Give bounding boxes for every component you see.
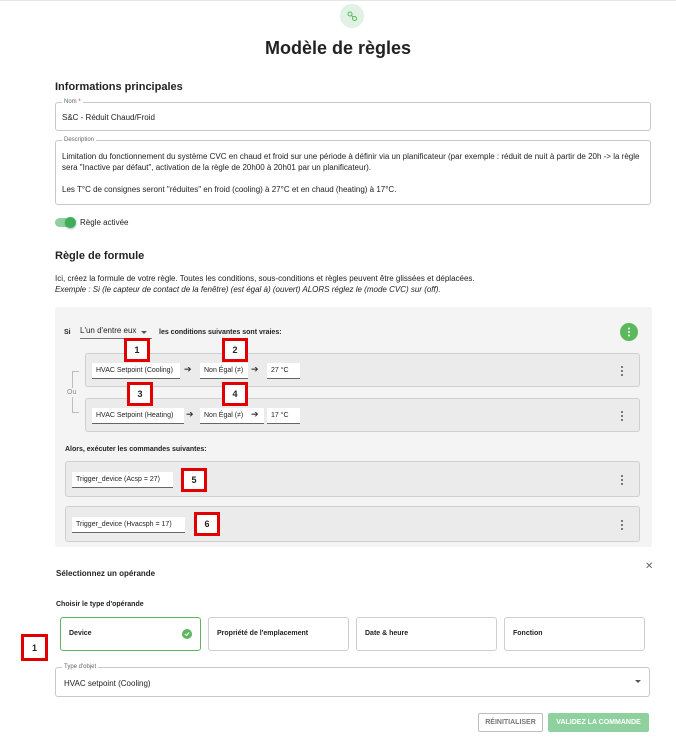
description-field[interactable]: [55, 137, 651, 205]
formula-title: Règle de formule: [55, 250, 145, 262]
rule-enabled-toggle[interactable]: [55, 218, 75, 227]
operand-panel-title: Sélectionnez un opérande: [56, 569, 156, 578]
si-label: Si: [64, 329, 71, 336]
arrow-right-icon: ➔: [184, 364, 192, 374]
chevron-down-icon: [141, 331, 147, 334]
operand-type-function[interactable]: [504, 617, 645, 651]
annotation-marker: 1: [21, 634, 48, 661]
condition-menu-icon[interactable]: [619, 364, 625, 378]
then-label: Alors, exécuter les commandes suivantes:: [65, 446, 207, 453]
name-field-value: S&C - Réduit Chaud/Froid: [62, 113, 155, 122]
object-type-label: Type d'objet: [64, 664, 97, 670]
command-chip[interactable]: Trigger_device (Hvacsph = 17): [72, 517, 185, 533]
page-title: Modèle de règles: [264, 38, 412, 58]
add-condition-menu-button[interactable]: [620, 323, 638, 341]
chevron-down-icon: [635, 680, 641, 683]
sensor-share-icon: [340, 4, 364, 28]
annotation-marker: 2: [222, 338, 248, 362]
operand-type-device[interactable]: [60, 617, 201, 651]
annotation-marker: 4: [222, 382, 248, 406]
operand-type-date-time[interactable]: [356, 617, 497, 651]
description-paragraph-2: Les T°C de consignes seront "réduites" en froid (cooling) à 27°C et en chaud (heating) à 17°C.: [62, 185, 397, 194]
annotation-marker: 6: [194, 512, 220, 536]
close-icon[interactable]: ✕: [645, 561, 654, 572]
object-type-select[interactable]: [55, 664, 650, 697]
check-circle-icon: [182, 629, 192, 639]
arrow-right-icon: ➔: [251, 409, 259, 419]
validate-command-button[interactable]: VALIDEZ LA COMMANDE: [548, 713, 649, 732]
intro-line-1: Ici, créez la formule de votre règle. Toutes les conditions, sous-conditions et règles peuvent être glissées et déplacées.: [55, 274, 475, 283]
conditions-text: les conditions suivantes sont vraies:: [159, 329, 282, 336]
condition-menu-icon[interactable]: [619, 409, 625, 423]
command-menu-icon[interactable]: [619, 518, 625, 532]
annotation-marker: 1: [124, 338, 150, 362]
more-vertical-icon: [627, 327, 631, 337]
condition-value[interactable]: 17 °C: [267, 408, 300, 424]
condition-row-2[interactable]: [85, 398, 640, 432]
operand-type-label: Choisir le type d'opérande: [56, 601, 144, 608]
toggle-knob: [65, 217, 76, 228]
or-label: Ou: [67, 389, 77, 396]
annotation-marker: 3: [127, 382, 153, 406]
top-divider: [0, 0, 676, 1]
arrow-right-icon: ➔: [186, 409, 194, 419]
operand-type-location-property[interactable]: [208, 617, 349, 651]
quantifier-value: L'un d'entre eux: [80, 326, 137, 335]
operand-type-label: Device: [69, 630, 92, 637]
name-field-label: Nom *: [64, 99, 81, 105]
arrow-right-icon: ➔: [251, 364, 259, 374]
description-paragraph-1: Limitation du fonctionnement du système CVC en chaud et froid sur une période à définir via un planificateur (par exemple : réduit de nuit à partir de 20h -> la règle sera "Inactive par défaut", activation de la règle de 20h00 à 20h01 par un planificateur).: [62, 152, 640, 172]
condition-row-1[interactable]: [85, 353, 640, 387]
rule-enabled-label: Règle activée: [80, 218, 129, 227]
command-menu-icon[interactable]: [619, 473, 625, 487]
operand-type-label: Date & heure: [365, 630, 409, 637]
object-type-value: HVAC setpoint (Cooling): [64, 679, 151, 688]
condition-operator[interactable]: Non Égal (≠): [200, 363, 248, 379]
operand-type-label: Propriété de l'emplacement: [217, 630, 309, 637]
command-row-1[interactable]: [65, 461, 640, 497]
condition-operand[interactable]: HVAC Setpoint (Cooling): [92, 363, 180, 379]
intro-example: Exemple : Si (le capteur de contact de la fenêtre) (est égal à) (ouvert) ALORS réglez le (mode CVC) sur (off).: [55, 285, 441, 294]
condition-operand[interactable]: HVAC Setpoint (Heating): [92, 408, 184, 424]
operand-type-label: Fonction: [513, 630, 543, 637]
reset-button[interactable]: RÉINITIALISER: [478, 713, 543, 732]
command-chip[interactable]: Trigger_device (Acsp = 27): [72, 472, 173, 488]
description-field-label: Description: [64, 137, 95, 143]
condition-operator[interactable]: Non Égal (≠): [200, 408, 264, 424]
formula-intro: [55, 273, 475, 295]
command-row-2[interactable]: [65, 506, 640, 542]
condition-value[interactable]: 27 °C: [267, 363, 300, 379]
name-field[interactable]: [55, 99, 651, 131]
main-info-title: Informations principales: [55, 81, 183, 93]
annotation-marker: 5: [181, 468, 207, 492]
